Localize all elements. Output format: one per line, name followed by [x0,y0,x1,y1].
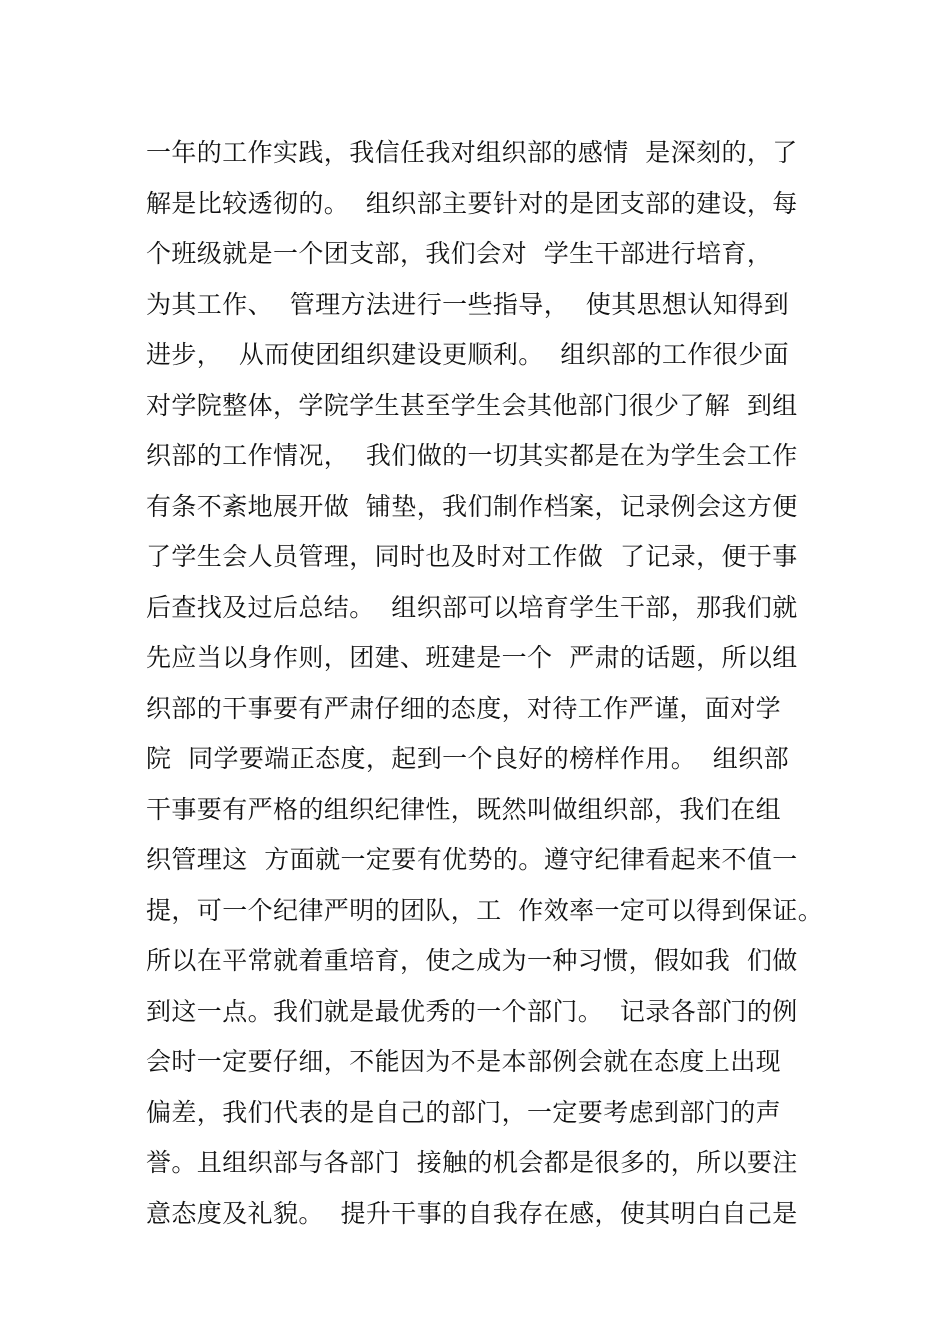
text-line: 织部的工作情况， 我们做的一切其实都是在为学生会工作 [146,441,798,470]
text-line: 了学生会人员管理，同时也及时对工作做 了记录，便于事 [146,542,798,571]
text-line: 进步， 从而使团组织建设更顺利。 组织部的工作很少面 [146,340,789,369]
text-line: 提，可一个纪律严明的团队，工 作效率一定可以得到保证。 [146,895,824,925]
text-line: 有条不紊地展开做 铺垫，我们制作档案，记录例会这方便 [146,491,798,521]
text-line: 干事要有严格的组织纪律性，既然叫做组织部，我们在组 [146,794,782,824]
text-line: 对学院整体，学院学生甚至学生会其他部门很少了解 到组 [146,390,798,420]
text-line: 解是比较透彻的。 组织部主要针对的是团支部的建设，每 [146,188,798,218]
text-line: 所以在平常就着重培育，使之成为一种习惯，假如我 们做 [146,946,798,975]
text-line: 意态度及礼貌。 提升干事的自我存在感，使其明白自己是 [146,1198,798,1228]
body-text [146,128,866,1239]
text-line: 到这一点。我们就是最优秀的一个部门。 记录各部门的例 [146,996,798,1026]
text-line: 织部的干事要有严肃仔细的态度，对待工作严谨，面对学 [146,693,782,723]
text-line: 为其工作、 管理方法进行一些指导， 使其思想认知得到 [146,289,789,319]
text-line: 后查找及过后总结。 组织部可以培育学生干部，那我们就 [146,592,798,622]
text-line: 誉。且组织部与各部门 接触的机会都是很多的，所以要注 [146,1148,798,1177]
text-line: 个班级就是一个团支部，我们会对 学生干部进行培育， [146,239,773,268]
text-line: 一年的工作实践，我信任我对组织部的感情 是深刻的，了 [146,138,798,167]
text-line: 会时一定要仔细，不能因为不是本部例会就在态度上出现 [146,1047,782,1076]
text-line: 先应当以身作则，团建、班建是一个 严肃的话题，所以组 [146,643,798,672]
text-line: 织管理这 方面就一定要有优势的。遵守纪律看起来不值一 [146,845,798,874]
text-line: 院 同学要端正态度，起到一个良好的榜样作用。 组织部 [146,744,789,773]
text-line: 偏差，我们代表的是自己的部门，一定要考虑到部门的声 [146,1097,782,1127]
